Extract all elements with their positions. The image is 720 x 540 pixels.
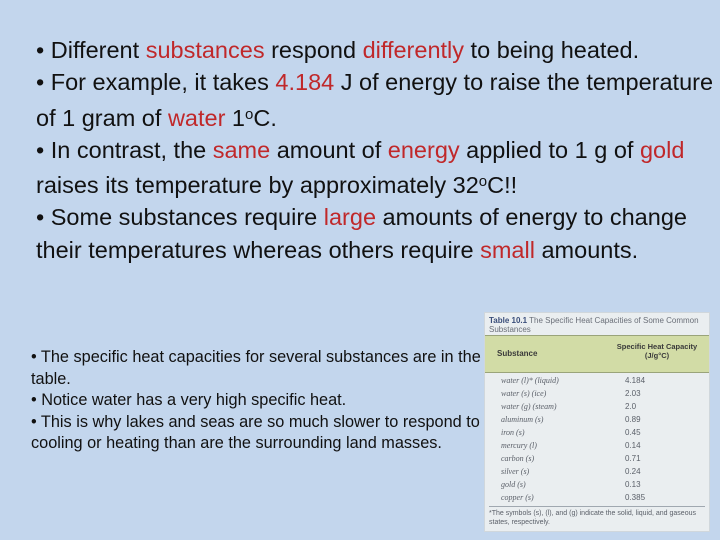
table-footnote: *The symbols (s), (l), and (g) indicate the solid, liquid, and gaseous states, respectively. <box>489 506 705 527</box>
cell-capacity: 0.71 <box>625 454 641 463</box>
header-substance: Substance <box>497 349 538 358</box>
cell-substance: water (l)* (liquid) <box>501 376 559 385</box>
note-item: • The specific heat capacities for several substances are in the table. <box>31 348 481 388</box>
table-row <box>485 440 709 452</box>
cell-substance: carbon (s) <box>501 454 535 463</box>
cell-capacity: 0.385 <box>625 493 646 502</box>
bullet-item: • In contrast, the same amount of energy applied to 1 g of gold raises its temperature by approximately 32$^o$C!! <box>36 136 685 199</box>
table-number: Table 10.1 <box>489 316 528 325</box>
bullet-item: • Some substances require large amounts of energy to change their temperatures whereas others require small amounts. <box>36 204 687 263</box>
table-title: The Specific Heat Capacities of Some Common Substances <box>489 316 699 334</box>
cell-capacity: 0.13 <box>625 480 641 489</box>
note-item: • Notice water has a very high specific heat. <box>31 391 347 410</box>
cell-substance: iron (s) <box>501 428 525 437</box>
cell-substance: water (s) (ice) <box>501 389 547 398</box>
cell-substance: gold (s) <box>501 480 526 489</box>
note-item: • This is why lakes and seas are so much slower to respond to cooling or heating than are the surrounding land masses. <box>31 412 480 453</box>
table-row <box>485 427 709 439</box>
cell-capacity: 4.184 <box>625 376 646 385</box>
table-row <box>485 492 709 504</box>
cell-capacity: 0.45 <box>625 428 641 437</box>
cell-substance: water (g) (steam) <box>501 402 557 411</box>
cell-capacity: 0.14 <box>625 441 641 450</box>
table-row <box>485 401 709 413</box>
table-row <box>485 466 709 478</box>
table-row <box>485 375 709 387</box>
specific-heat-table <box>484 312 710 532</box>
notes-text <box>31 347 491 455</box>
cell-capacity: 0.89 <box>625 415 641 424</box>
cell-substance: aluminum (s) <box>501 415 544 424</box>
table-row <box>485 414 709 426</box>
table-row <box>485 388 709 400</box>
bullet-item: • For example, it takes 4.184 J of energy to raise the temperature of 1 gram of water 1$^o$C. <box>36 69 714 131</box>
cell-capacity: 2.0 <box>625 402 637 411</box>
table-row <box>485 479 709 491</box>
cell-substance: silver (s) <box>501 467 530 476</box>
cell-substance: mercury (l) <box>501 441 537 450</box>
header-capacity: Specific Heat Capacity (J/g°C) <box>616 342 698 360</box>
cell-substance: copper (s) <box>501 493 534 502</box>
table-caption <box>489 316 709 334</box>
cell-capacity: 2.03 <box>625 389 641 398</box>
bullet-item: • Different substances respond differently to being heated. <box>36 37 640 63</box>
cell-capacity: 0.24 <box>625 467 641 476</box>
table-header <box>485 335 709 373</box>
main-bullets <box>36 34 716 266</box>
table-row <box>485 453 709 465</box>
